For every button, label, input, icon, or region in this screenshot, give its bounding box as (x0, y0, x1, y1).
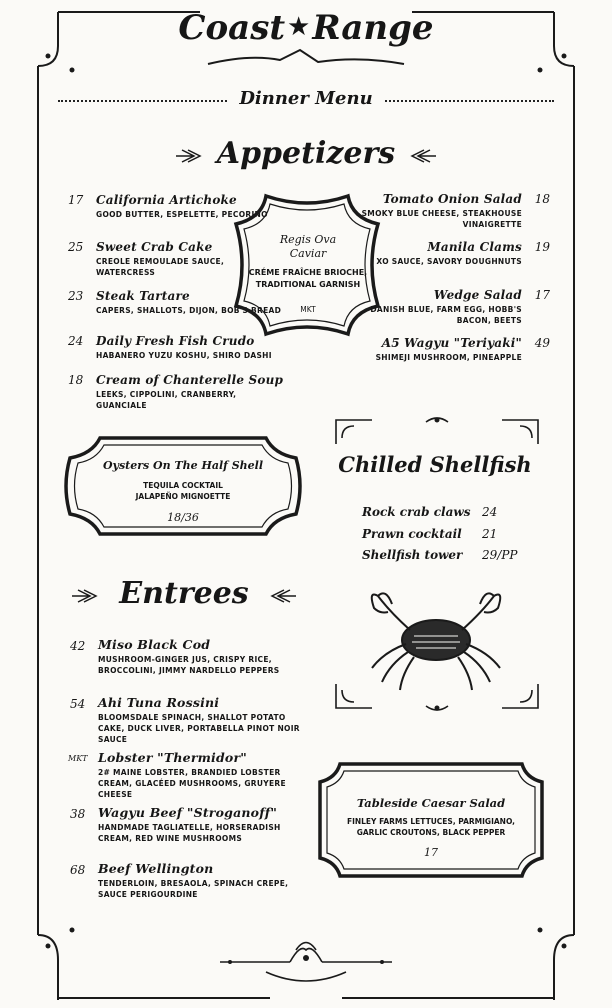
menu-item (70, 861, 308, 900)
brand-logo (0, 8, 612, 48)
oysters-name: Oysters On The Half Shell (102, 459, 264, 472)
shellfish-name: Prawn cocktail (362, 527, 462, 541)
item-name: Beef Wellington (98, 861, 214, 876)
item-price: 23 (68, 289, 84, 303)
oysters-price: 18/36 (167, 511, 199, 524)
item-desc: DANISH BLUE, FARM EGG, HOBB'S BACON, BEETS (370, 305, 522, 325)
shellfish-item (362, 527, 498, 541)
item-price: 17 (68, 193, 84, 207)
item-price: 19 (534, 240, 550, 254)
item-price: 18 (534, 192, 550, 206)
brand-right: Range (312, 8, 434, 48)
item-desc: CAPERS, SHALLOTS, DIJON, BOB'S BREAD (96, 306, 282, 315)
item-name: Lobster "Thermidor" (98, 750, 247, 765)
item-desc: MUSHROOM-GINGER JUS, CRISPY RICE, BROCCOLINI, JIMMY NARDELLO PEPPERS (98, 655, 280, 675)
shellfish-price: 29/PP (482, 548, 518, 562)
caviar-desc: CRÉME FRAÎCHE BRIOCHE, TRADITIONAL GARNISH (248, 268, 368, 289)
item-name: Wagyu Beef "Stroganoff" (98, 805, 278, 820)
item-name: Wedge Salad (433, 288, 522, 302)
item-desc: CREOLE REMOULADE SAUCE, WATERCRESS (96, 257, 225, 277)
caviar-name-2: Caviar (289, 247, 327, 260)
oysters-desc-1: TEQUILA COCKTAIL (143, 481, 223, 490)
item-desc: SHIMEJI MUSHROOM, PINEAPPLE (375, 353, 522, 362)
star-icon: ★ (287, 12, 311, 42)
item-price: 38 (70, 807, 86, 821)
caesar-desc-1: FINLEY FARMS LETTUCES, PARMIGIANO, (346, 817, 516, 826)
menu-item (347, 288, 550, 326)
caesar-desc-2: GARLIC CROUTONS, BLACK PEPPER (356, 828, 506, 837)
item-price: 68 (70, 863, 86, 877)
item-name: A5 Wagyu "Teriyaki" (381, 336, 522, 350)
item-desc: GOOD BUTTER, ESPELETTE, PECORINO (96, 210, 268, 219)
item-desc: TENDERLOIN, BRESAOLA, SPINACH CREPE, SAUCE PERIGOURDINE (98, 879, 289, 899)
caviar-price: MKT (300, 305, 316, 314)
shellfish-price: 24 (482, 505, 498, 519)
item-desc: XO SAUCE, SAVORY DOUGHNUTS (376, 257, 522, 266)
item-price: 54 (70, 697, 86, 711)
entrees-title: Entrees (119, 576, 249, 611)
item-price: 49 (534, 336, 550, 350)
item-price: 42 (70, 639, 86, 653)
oysters-feature (70, 459, 296, 524)
appetizers-title: Appetizers (216, 136, 396, 171)
item-name: Daily Fresh Fish Crudo (96, 334, 255, 348)
item-price: 18 (68, 373, 84, 387)
item-name: California Artichoke (96, 193, 237, 207)
shellfish-title: Chilled Shellfish (338, 452, 532, 477)
item-name: Cream of Chanterelle Soup (96, 373, 284, 387)
shellfish-item (362, 505, 498, 519)
item-desc: 2# MAINE LOBSTER, BRANDIED LOBSTER CREAM, GLACÉED MUSHROOMS, GRUYERE CHEESE (98, 768, 286, 799)
oysters-desc-2: JALAPEÑO MIGNOETTE (135, 492, 231, 501)
item-name: Sweet Crab Cake (96, 240, 213, 254)
item-desc: HANDMADE TAGLIATELLE, HORSERADISH CREAM, RED WINE MUSHROOMS (98, 823, 281, 843)
caesar-feature (326, 796, 536, 859)
menu-item (347, 192, 550, 230)
menu-title: Dinner Menu (0, 88, 612, 109)
menu-item (70, 695, 308, 745)
item-name: Ahi Tuna Rossini (98, 695, 220, 710)
caesar-price: 17 (424, 846, 438, 859)
item-name: Steak Tartare (96, 289, 190, 303)
menu-item (68, 750, 308, 800)
menu-item (347, 240, 550, 267)
item-desc: HABANERO YUZU KOSHU, SHIRO DASHI (96, 351, 272, 360)
item-price: 24 (68, 334, 84, 348)
caviar-name-1: Regis Ova (279, 233, 337, 246)
item-desc: LEEKS, CIPPOLINI, CRANBERRY, GUANCIALE (96, 390, 237, 410)
item-price: 17 (534, 288, 550, 302)
item-price: MKT (68, 754, 88, 763)
shellfish-item (362, 548, 518, 562)
shellfish-price: 21 (482, 527, 498, 541)
item-name: Tomato Onion Salad (382, 192, 522, 206)
item-desc: SMOKY BLUE CHEESE, STEAKHOUSE VINAIGRETTE (361, 209, 522, 229)
item-desc: BLOOMSDALE SPINACH, SHALLOT POTATO CAKE, DUCK LIVER, PORTABELLA PINOT NOIR SAUCE (98, 713, 300, 744)
crab-icon (364, 582, 508, 694)
shellfish-name: Rock crab claws (362, 505, 471, 519)
brand-left: Coast (178, 8, 286, 48)
item-price: 25 (68, 240, 84, 254)
menu-item (70, 637, 308, 676)
menu-item (68, 373, 286, 411)
menu-item (70, 805, 308, 844)
item-name: Miso Black Cod (98, 637, 211, 652)
shellfish-name: Shellfish tower (362, 548, 463, 562)
item-name: Manila Clams (427, 240, 522, 254)
menu-item (347, 336, 550, 363)
caesar-name: Tableside Caesar Salad (356, 796, 506, 810)
